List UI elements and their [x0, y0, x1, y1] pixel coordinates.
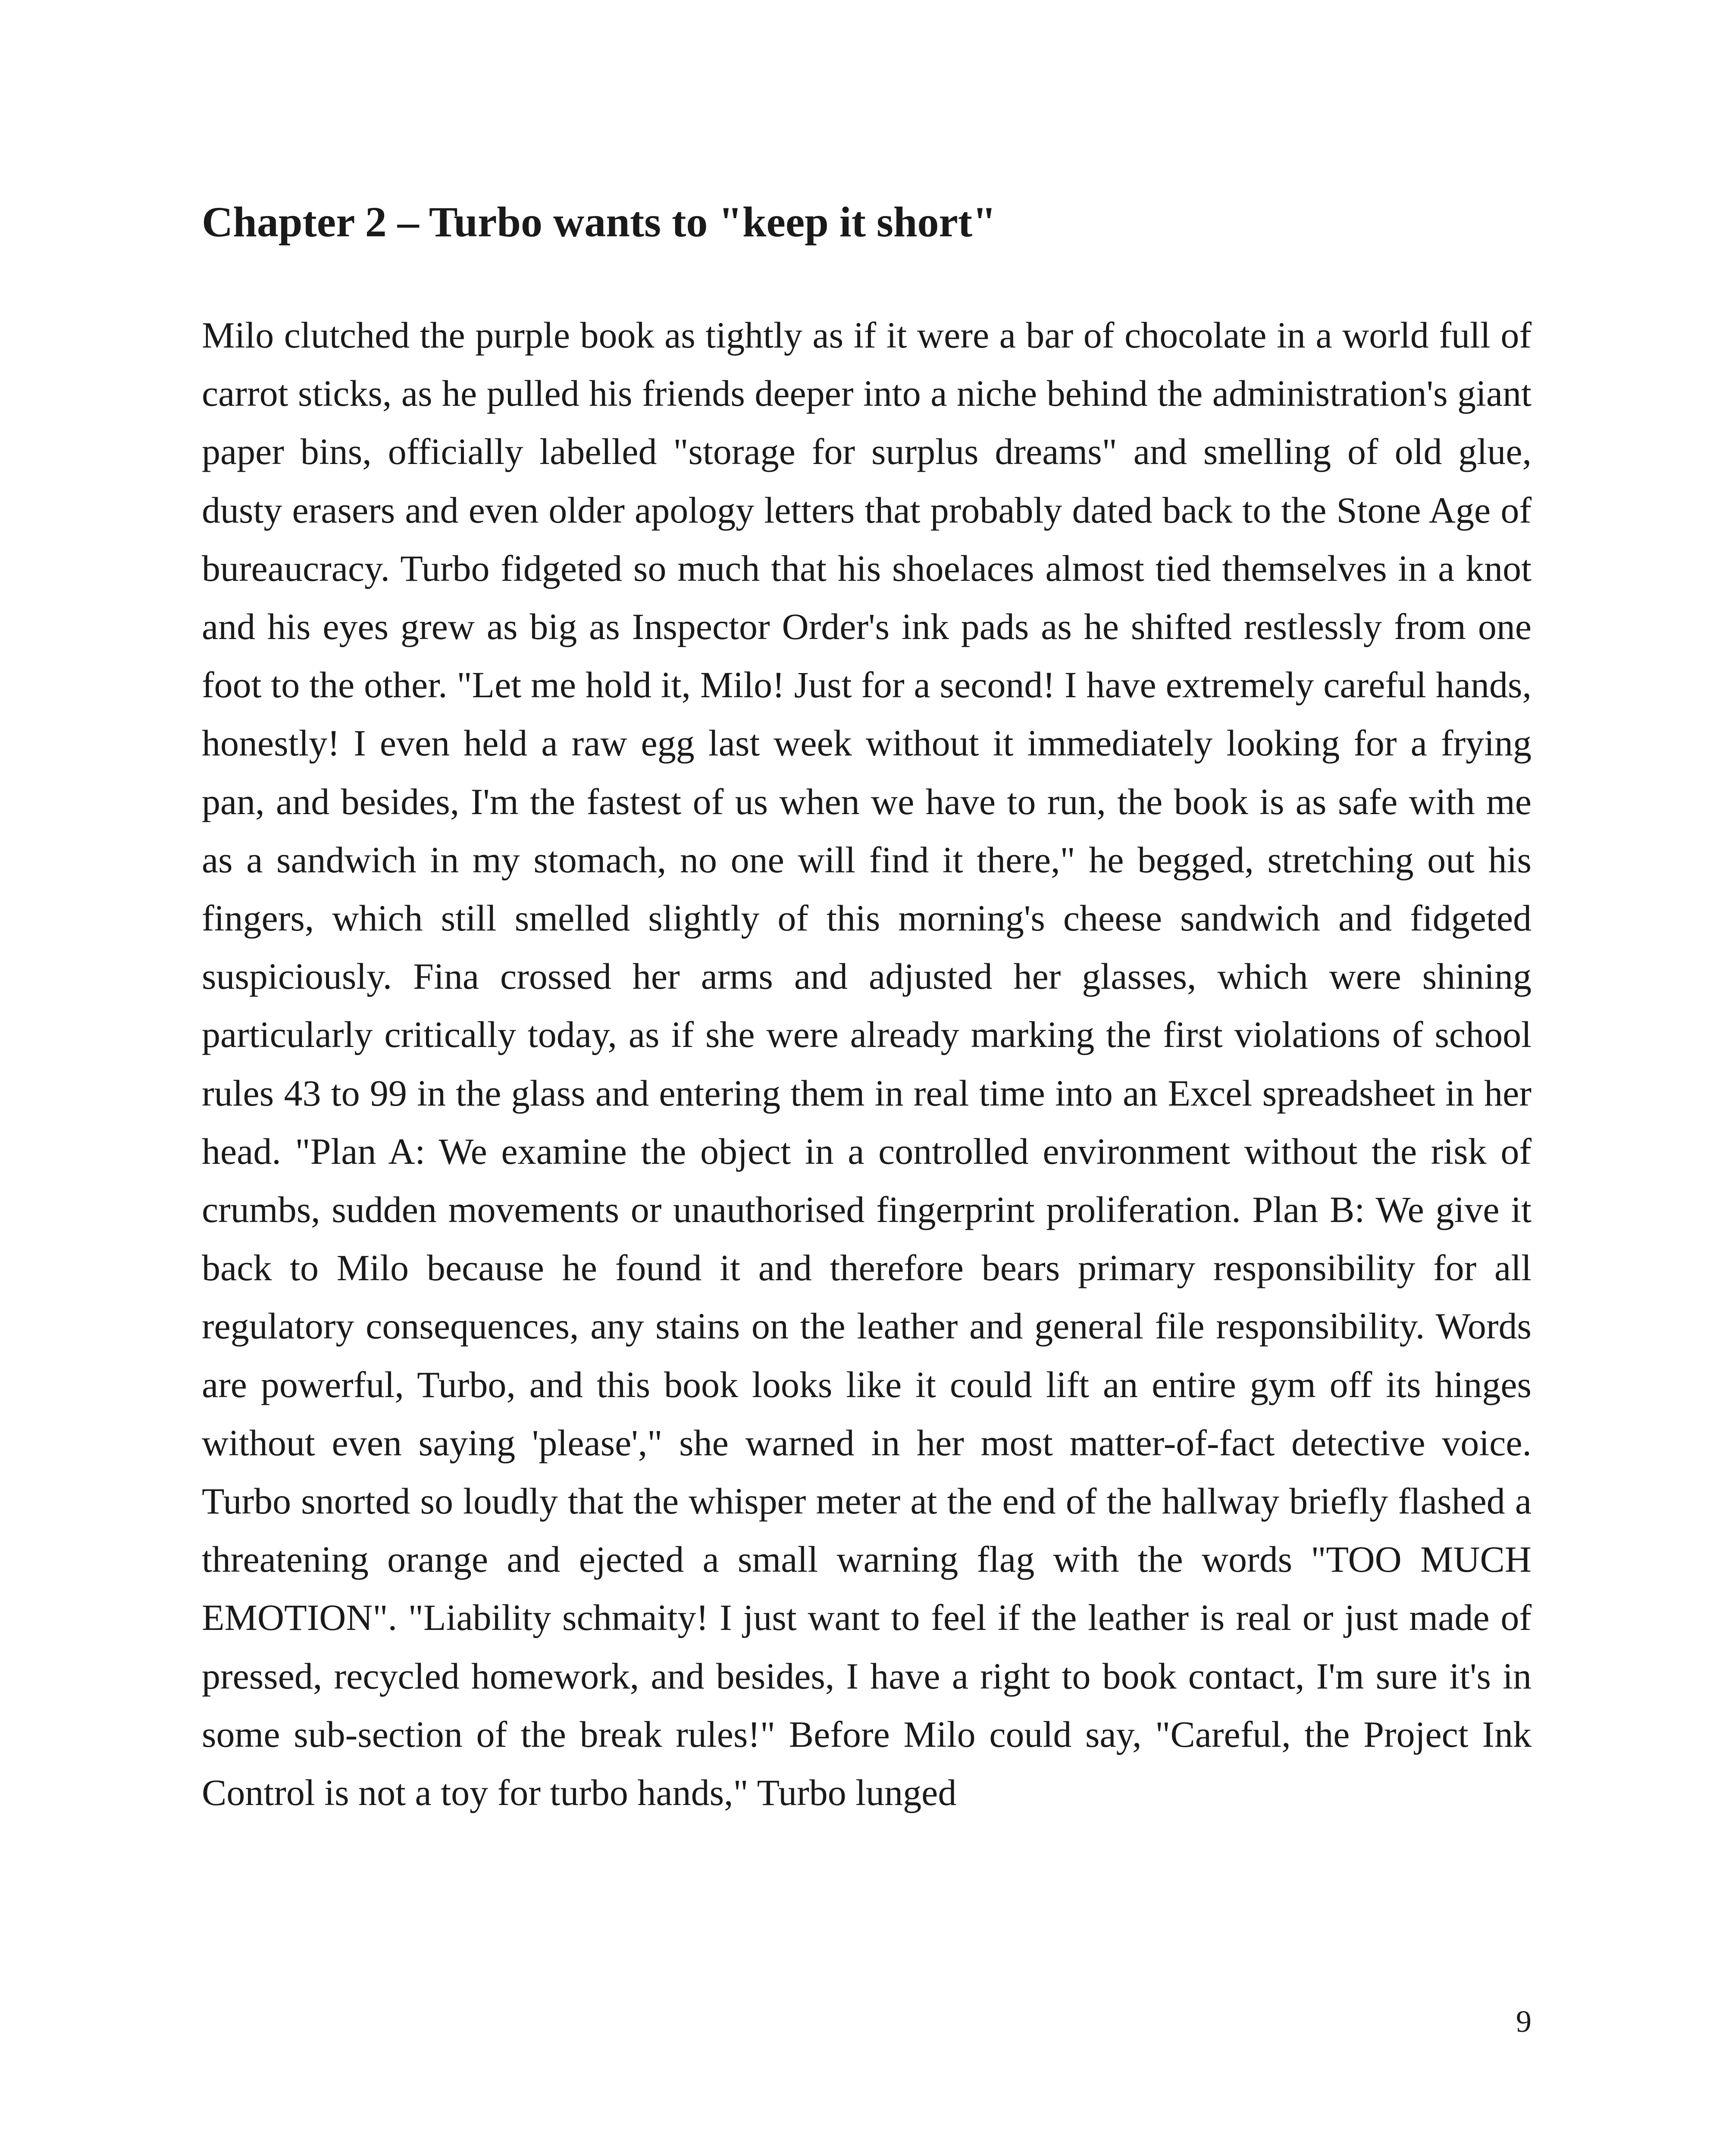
chapter-title: Chapter 2 – Turbo wants to "keep it short" [202, 198, 996, 246]
body-paragraph: Milo clutched the purple book as tightly as if it were a bar of chocolate in a world full of carrot sticks, as he pulled his friends deeper into a niche behind the administration's giant paper bins, officially labelled "storage for surplus dreams" and smelling of old glue, dusty erasers and even older apology letters that probably dated back to the Stone Age of bureaucracy. Turbo fidgeted so much that his shoelaces almost tied themselves in a knot and his eyes grew as big as Inspector Order's ink pads as he shifted restlessly from one foot to the other. "Let me hold it, Milo! Just for a second! I have extremely careful hands, honestly! I even held a raw egg last week without it immediately looking for a frying pan, and besides, I'm the fastest of us when we have to run, the book is as safe with me as a sandwich in my stomach, no one will find it there," he begged, stretching out his fingers, which still smelled slightly of this morning's cheese sandwich and fidgeted suspiciously. Fina crossed her arms and adjusted her glasses, which were shining particularly critically today, as if she were already marking the first violations of school rules 43 to 99 in the glass and entering them in real time into an Excel spreadsheet in her head. "Plan A: We examine the object in a controlled environment without the risk of crumbs, sudden movements or unauthorised fingerprint proliferation. Plan B: We give it back to Milo because he found it and therefore bears primary responsibility for all regulatory consequences, any stains on the leather and general file responsibility. Words are powerful, Turbo, and this book looks like it could lift an entire gym off its hinges without even saying 'please'," she warned in her most matter-of-fact detective voice. Turbo snorted so loudly that the whisper meter at the end of the hallway briefly flashed a threatening orange and ejected a small warning flag with the words "TOO MUCH EMOTION". "Liability schmaity! I just want to feel if the leather is real or just made of pressed, recycled homework, and besides, I have a right to book contact, I'm sure it's in some sub-section of the break rules!" Before Milo could say, "Careful, the Project Ink Control is not a toy for turbo hands," Turbo lunged [202, 314, 1532, 1814]
page-number: 9 [1516, 2004, 1532, 2039]
